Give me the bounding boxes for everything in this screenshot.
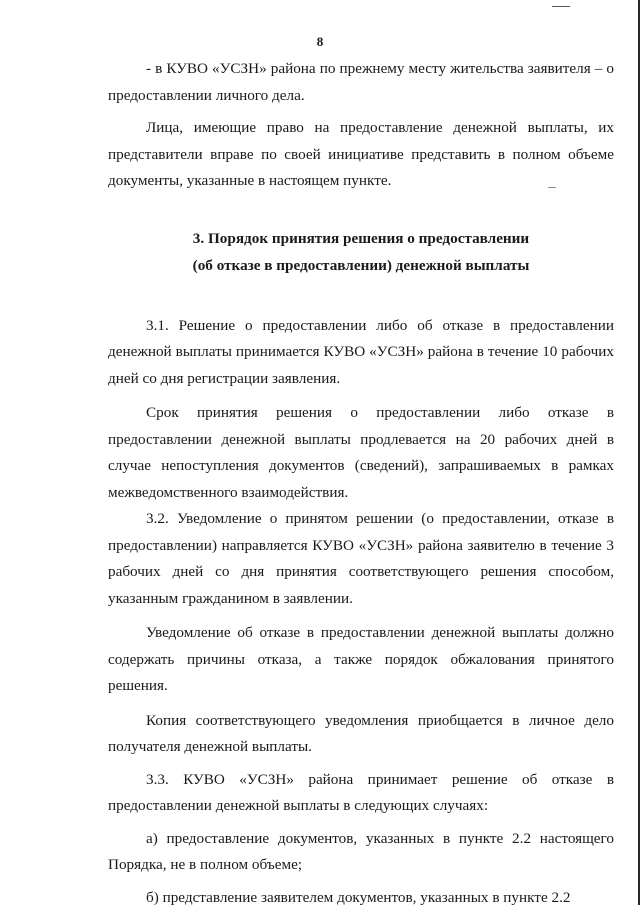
paragraph: Уведомление об отказе в предоставлении денежной выплаты должно содержать причины отказа, а также порядок обжалования принятого решения. [108, 620, 614, 700]
scan-mark [552, 6, 570, 7]
page-number: 8 [0, 34, 640, 50]
paragraph: Срок принятия решения о предоставлении либо отказе в предоставлении денежной выплаты продлевается на 20 рабочих дней в случае непоступления документов (сведений), запрашиваемых в рамках межведомственного взаимодействия. [108, 400, 614, 506]
paragraph: б) представление заявителем документов, указанных в пункте 2.2 [108, 885, 614, 911]
document-body [108, 56, 614, 911]
paragraph: - в КУВО «УСЗН» района по прежнему месту жительства заявителя – о предоставлении личного дела. [108, 56, 614, 109]
paragraph: 3.3. КУВО «УСЗН» района принимает решение об отказе в предоставлении денежной выплаты в следующих случаях: [108, 767, 614, 820]
section-heading [108, 225, 614, 279]
paragraph: Копия соответствующего уведомления приобщается в личное дело получателя денежной выплаты. [108, 708, 614, 761]
paragraph: а) предоставление документов, указанных в пункте 2.2 настоящего Порядка, не в полном объеме; [108, 826, 614, 879]
paragraph: Лица, имеющие право на предоставление денежной выплаты, их представители вправе по своей инициативе представить в полном объеме документы, указанные в настоящем пункте. [108, 115, 614, 195]
paragraph: 3.2. Уведомление о принятом решении (о предоставлении, отказе в предоставлении) направляется КУВО «УСЗН» района заявителю в течение 3 рабочих дней со дня принятия соответствующего решения способом, указанным гражданином в заявлении. [108, 506, 614, 612]
section-heading-line: 3. Порядок принятия решения о предоставлении [108, 225, 614, 252]
paragraph: 3.1. Решение о предоставлении либо об отказе в предоставлении денежной выплаты принимается КУВО «УСЗН» района в течение 10 рабочих дней со дня регистрации заявления. [108, 313, 614, 393]
section-heading-line: (об отказе в предоставлении) денежной выплаты [108, 252, 614, 279]
